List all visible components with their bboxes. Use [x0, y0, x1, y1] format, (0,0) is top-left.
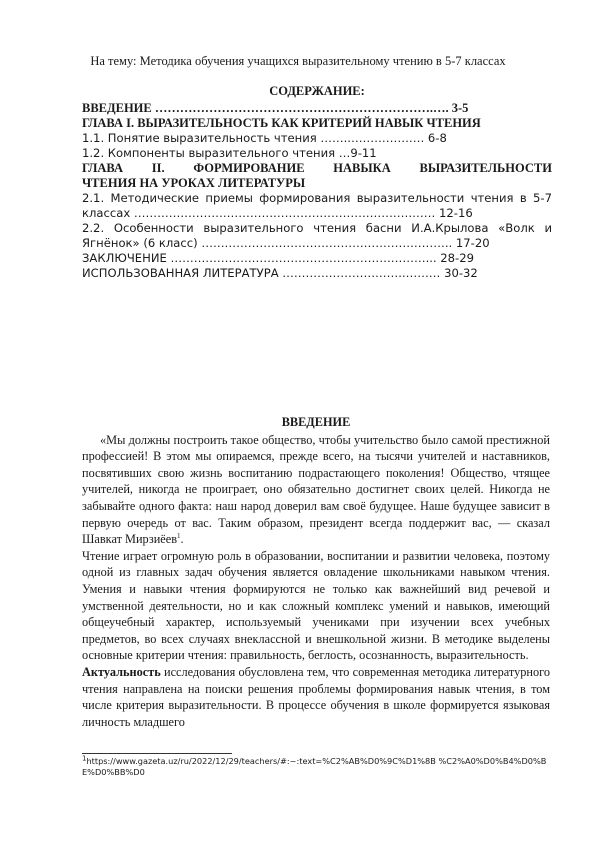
- footnote-separator: [82, 753, 232, 754]
- relevance-text: исследования обусловлена тем, что современная методика литературного чтения направлена на поиски решения проблемы формирования навык чтения, в том числе критерия выразительности. В процессе обучения в школе формируется языковая личность младшего: [82, 664, 550, 729]
- relevance-lead: Актуальность: [82, 664, 161, 679]
- quote-text: «Мы должны построить такое общество, чтобы учительство было самой престижной профессией! В этом мы опираемся, прежде всего, на тысячи учителей и наставников, посвятивших свою жизнь воспитанию подрастающего поколения! Общество, чтящее учителей, никогда не проиграет, оно обязательно достигнет своих целей. Никогда не забывайте одного факта: наш народ доверил вам своё будущее. Наше будущее зависит в первую очередь от вас. Таким образом, президент всегда поддержит вас, — сказал Шавкат Мирзиёев: [82, 432, 550, 547]
- toc-entry-conclusion: ЗАКЛЮЧЕНИЕ …………………………………………………………... 28-29: [82, 251, 474, 265]
- toc-entry-2-2-line-2: Ягнёнок» (6 класс) ……………………………………………………….. 17-20: [82, 236, 490, 250]
- footnote-reference: 1: [177, 532, 181, 541]
- toc-entry-introduction: ВВЕДЕНИЕ ………………………………………………………….…. 3-5: [82, 101, 469, 115]
- toc-entry-literature: ИСПОЛЬЗОВАННАЯ ЛИТЕРАТУРА …………………………..……… 30-32: [82, 266, 478, 280]
- toc-title: СОДЕРЖАНИЕ:: [269, 84, 365, 98]
- toc-entry-2-1-line-1: 2.1. Методические приемы формирования выразительности чтения в 5-7: [82, 191, 552, 205]
- table-of-contents: [82, 84, 552, 281]
- toc-entry-1-2: 1.2. Компоненты выразительного чтения …9-11: [82, 146, 377, 160]
- quote-end: .: [180, 532, 184, 547]
- topic-line: На тему: Методика обучения учащихся выразительному чтению в 5-7 классах: [90, 54, 506, 68]
- introduction-heading: ВВЕДЕНИЕ: [281, 415, 351, 429]
- footnote: [82, 756, 552, 778]
- introduction-section: [82, 414, 550, 730]
- introduction-paragraph-quote: [82, 432, 550, 548]
- footnote-link[interactable]: https://www.gazeta.uz/ru/2022/12/29/teachers/#:~:text=%C2%AB%D0%9C%D1%8B %C2%A0%D0%B4%D0%BE%D0%BB%D0: [82, 756, 547, 777]
- introduction-paragraph-relevance: [82, 664, 550, 730]
- footnote-mark: 1: [82, 754, 87, 763]
- toc-entry-chapter-1: ГЛАВА I. ВЫРАЗИТЕЛЬНОСТЬ КАК КРИТЕРИЙ НАВЫК ЧТЕНИЯ: [82, 116, 481, 130]
- toc-entry-1-1: 1.1. Понятие выразительность чтения ……..………………. 6-8: [82, 131, 447, 145]
- toc-entry-2-2-line-1: 2.2. Особенности выразительного чтения басни И.А.Крылова «Волк и: [82, 221, 552, 235]
- introduction-paragraph-reading: Чтение играет огромную роль в образовании, воспитании и развитии человека, поэтому одной из главных задач обучения является овладение школьниками навыком чтения. Умения и навыки чтения формируются не только как важнейший вид речевой и умственной деятельности, но и как сложный комплекс умений и навыков, имеющий общеучебный характер, используемый учениками при изучении всех учебных предметов, во всех случаях внеклассной и внешкольной жизни. В методике выделены основные критерии чтения: правильность, беглость, осознанность, выразительность.: [82, 548, 550, 663]
- toc-entry-2-1-line-2: классах …………………………………………………………………… 12-16: [82, 206, 473, 220]
- toc-entry-chapter-2-line-2: ЧТЕНИЯ НА УРОКАХ ЛИТЕРАТУРЫ: [82, 176, 306, 190]
- toc-entry-chapter-2-line-1: ГЛАВА II. ФОРМИРОВАНИЕ НАВЫКА ВЫРАЗИТЕЛЬНОСТИ: [82, 161, 552, 175]
